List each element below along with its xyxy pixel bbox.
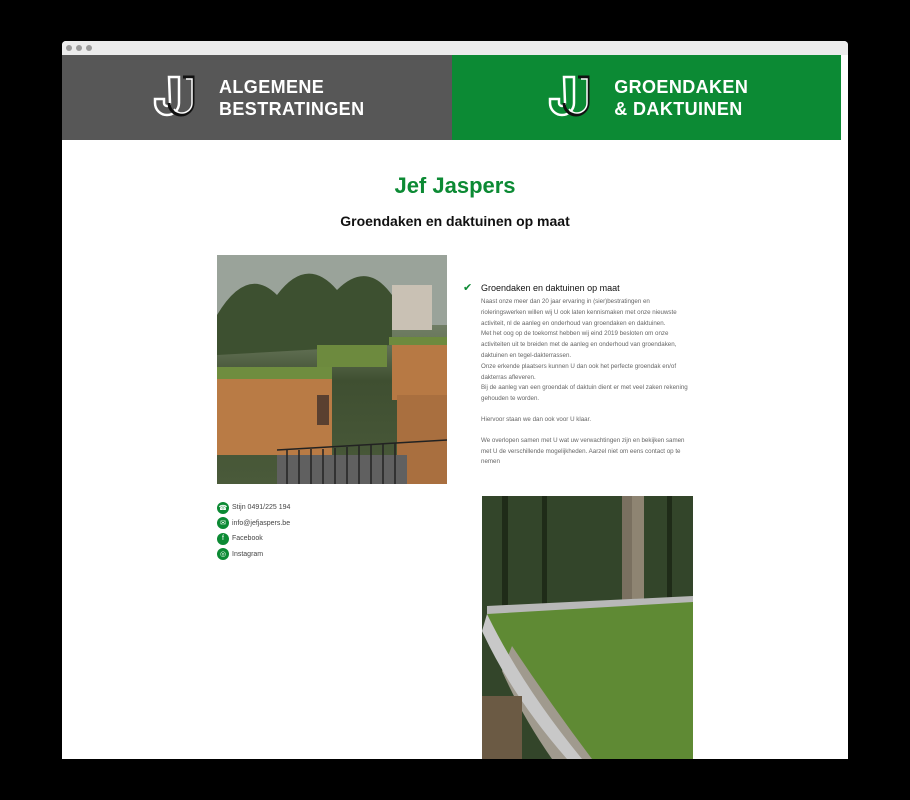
contact-email[interactable]	[217, 516, 290, 532]
window-dot[interactable]	[76, 45, 82, 51]
content-paragraph: Hiervoor staan we dan ook voor U klaar.	[481, 415, 592, 423]
banner-left-line1: ALGEMENE	[219, 76, 325, 97]
content-paragraph: We overlopen samen met U wat uw verwachtingen zijn en bekijken samen met U de verschillende mogelijkheden. Aarzel niet om eens contact op te nemen	[481, 436, 685, 466]
phone-icon: ☎	[217, 502, 229, 514]
banner-groendaken-daktuinen[interactable]	[452, 55, 842, 140]
green-roof-photo-1	[217, 255, 447, 484]
banner-right-text	[614, 76, 748, 120]
contact-label: Facebook	[232, 535, 263, 543]
contact-label: Instagram	[232, 550, 264, 558]
banner-right-line1: GROENDAKEN	[614, 76, 749, 97]
banner-left-text	[219, 76, 364, 120]
page-subtitle: Groendaken en daktuinen op maat	[340, 213, 570, 229]
content-paragraph: Met het oog op de toekomst hebben wij eind 2019 besloten om onze activiteiten uit te breiden met de aanleg en onderhoud van groendaken, daktuinen en tegel-dakterrassen.	[481, 330, 677, 359]
photo-illustration	[482, 496, 693, 759]
contact-facebook[interactable]	[217, 531, 290, 547]
checkmark-icon: ✔	[463, 282, 473, 294]
header-banner	[62, 55, 841, 140]
banner-right-line2: & DAKTUINEN	[614, 98, 743, 119]
contact-label: info@jefjaspers.be	[232, 519, 291, 527]
mail-icon: ✉	[217, 517, 229, 529]
banner-left-line2: BESTRATINGEN	[219, 98, 365, 119]
facebook-icon: f	[217, 533, 229, 545]
window-dot[interactable]	[66, 45, 72, 51]
content-paragraph: Naast onze meer dan 20 jaar ervaring in (sier)bestratingen en rioleringswerken willen wij U ook laten kennismaken met onze nieuwste activiteit, nl de aanleg en onderhoud van groendaken en daktuinen.	[481, 298, 677, 327]
contact-list	[217, 500, 290, 562]
instagram-icon: ◎	[217, 548, 229, 560]
page-title: Jef Jaspers	[394, 173, 516, 198]
green-roof-photo-2	[482, 496, 693, 759]
photo-illustration	[217, 255, 447, 484]
content-paragraph: Onze erkende plaatsers kunnen U dan ook het perfecte groendak en/of dakterras afleveren.	[481, 362, 677, 381]
content-paragraph: Bij de aanleg van een groendak of daktuin dient er met veel zaken rekening gehouden te worden.	[481, 384, 688, 403]
contact-label: Stijn 0491/225 194	[232, 504, 291, 512]
content-text	[481, 283, 695, 468]
contact-phone[interactable]	[217, 500, 290, 516]
content-heading: Groendaken en daktuinen op maat	[481, 283, 620, 293]
jj-logo-icon	[149, 75, 205, 121]
window-chrome	[62, 41, 848, 55]
window-dot[interactable]	[86, 45, 92, 51]
contact-instagram[interactable]	[217, 547, 290, 563]
jj-logo-icon	[544, 75, 600, 121]
browser-window	[62, 41, 848, 759]
banner-algemene-bestratingen[interactable]	[62, 55, 452, 140]
